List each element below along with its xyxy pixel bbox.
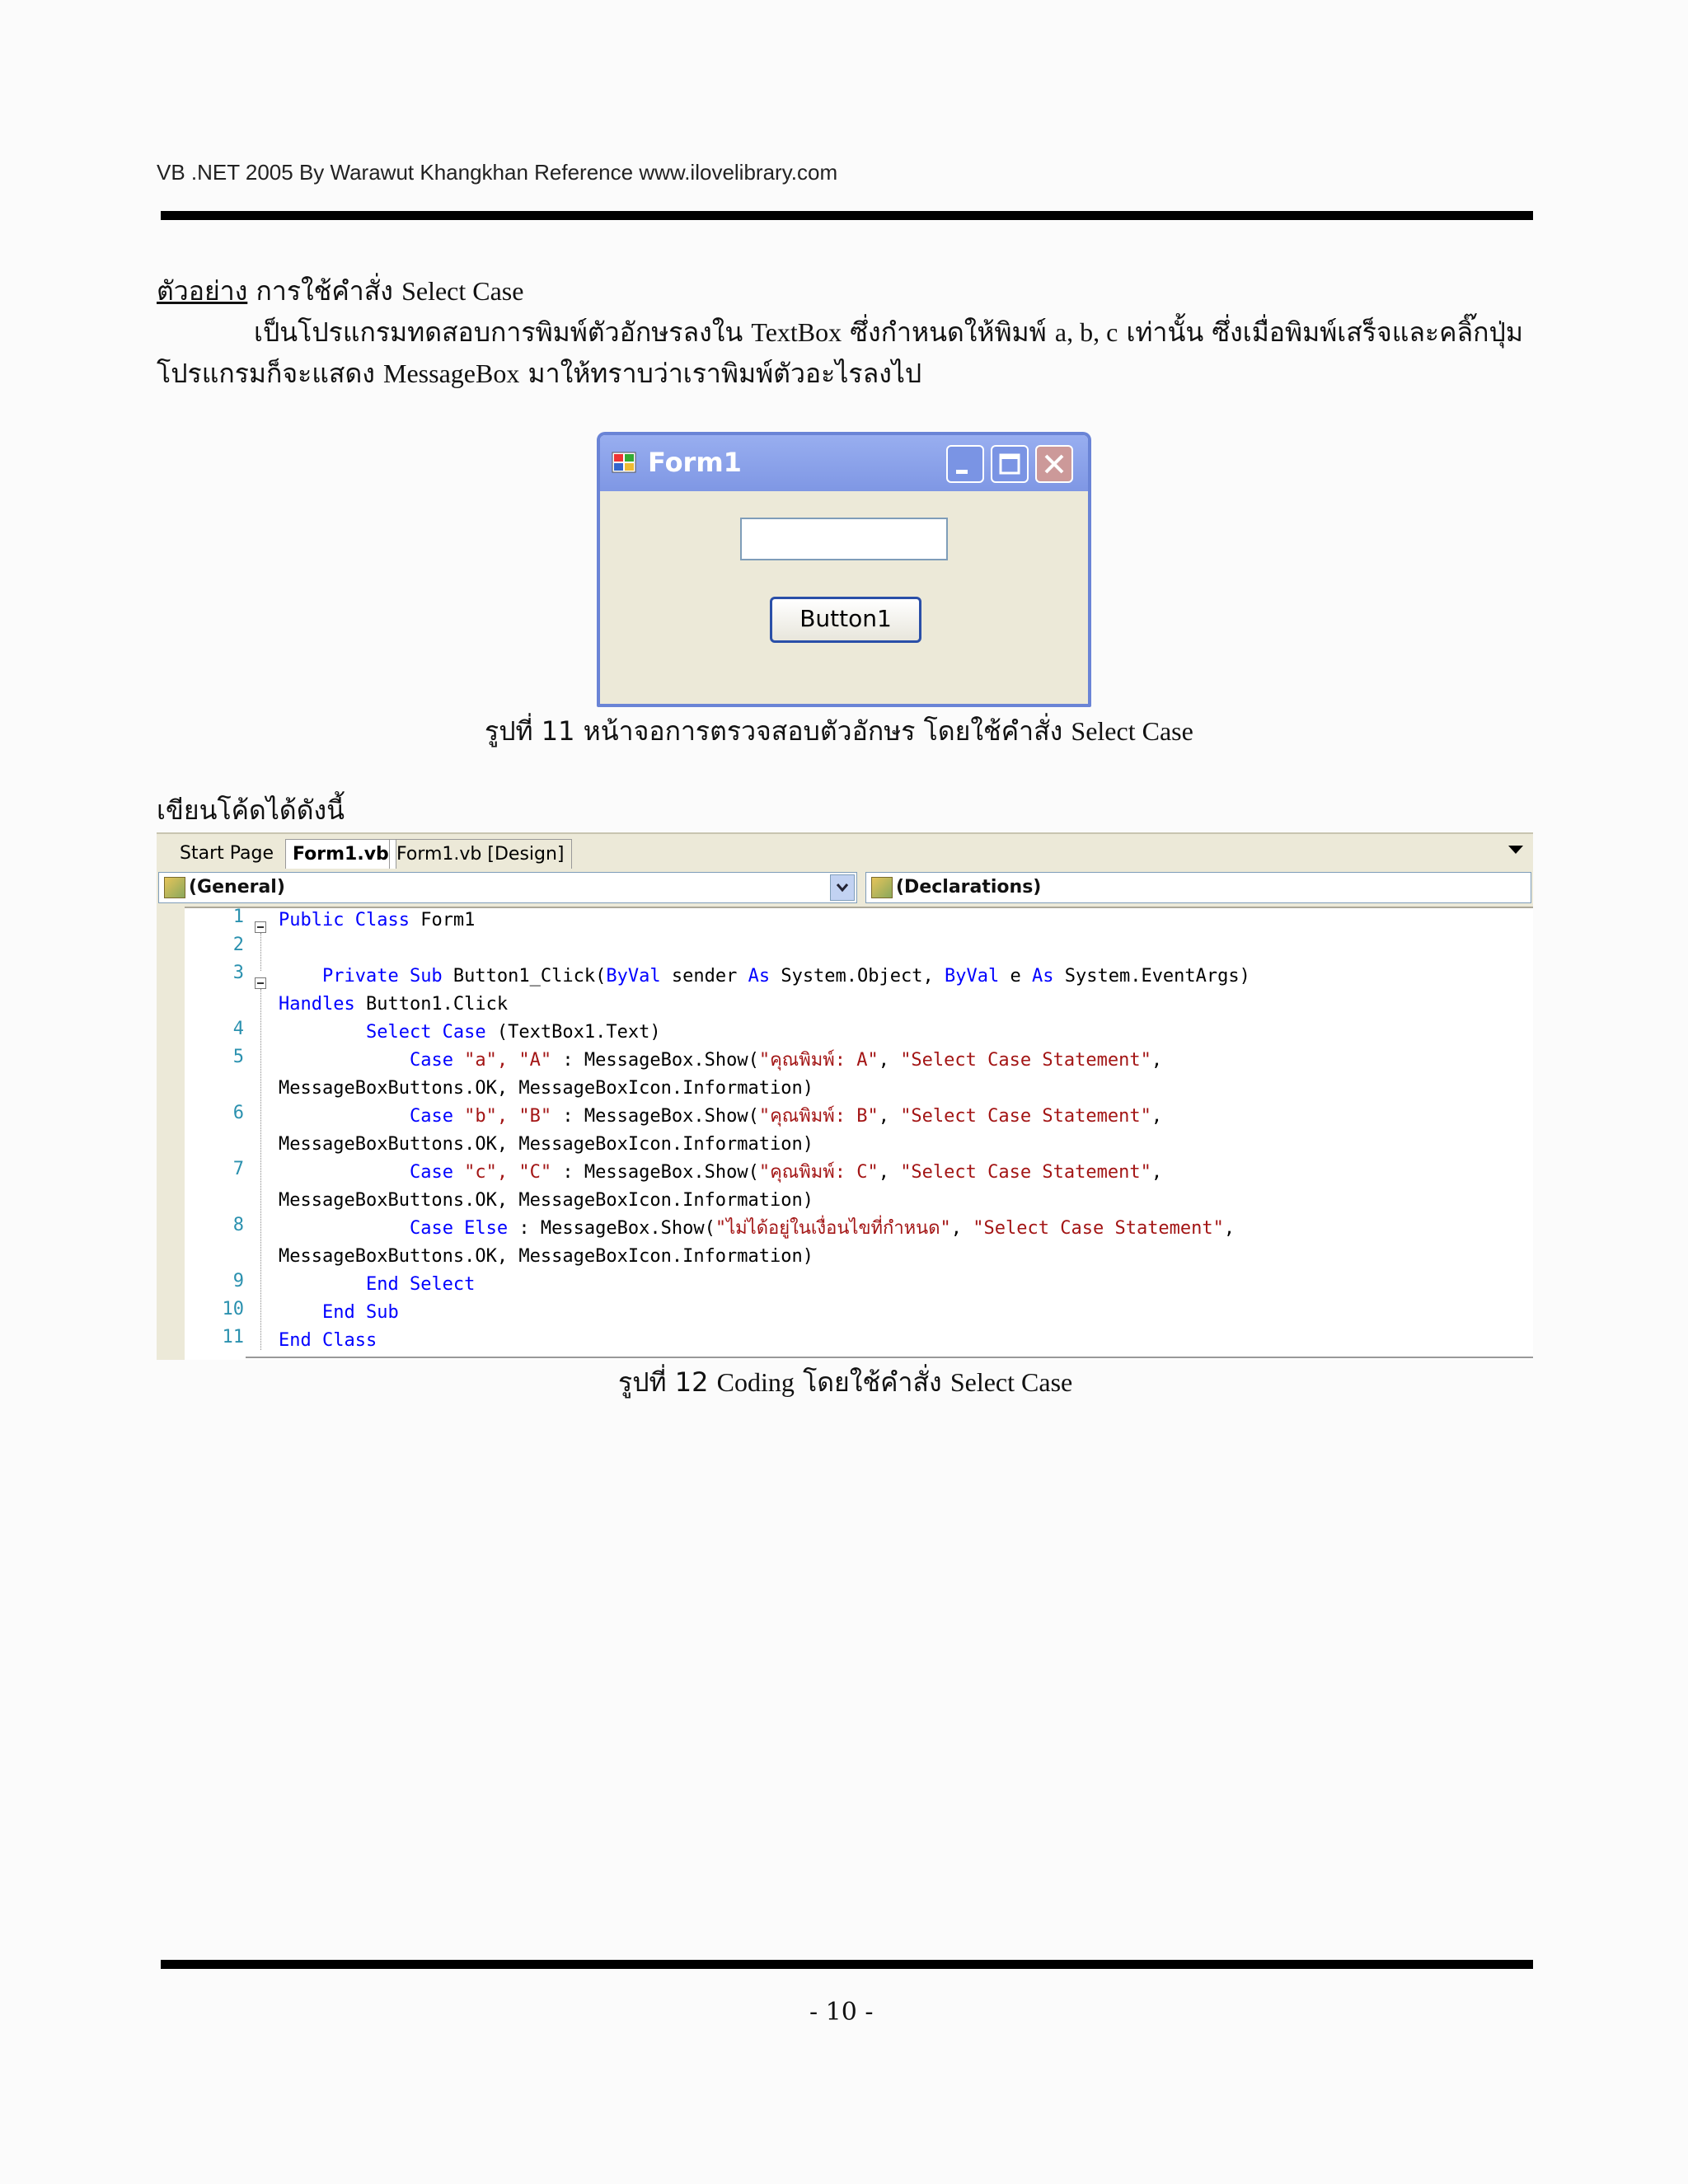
line-number: 2 <box>232 935 244 955</box>
close-button[interactable] <box>1035 445 1073 483</box>
collapse-icon[interactable] <box>255 977 266 989</box>
code-line: Case "a", "A" : MessageBox.Show("คุณพิมพ์: A", "Select Case Statement", <box>409 1050 1163 1071</box>
button1[interactable]: Button1 <box>770 597 921 643</box>
code-line: Case Else : MessageBox.Show("ไม่ได้อยู่ในเงื่อนไขที่กำหนด", "Select Case Statement", <box>409 1218 1236 1239</box>
line-number: 6 <box>232 1103 244 1123</box>
maximize-icon <box>992 447 1027 481</box>
example-title: การใช้คำสั่ง <box>247 275 402 307</box>
line-number: 4 <box>232 1019 244 1039</box>
line-number: 8 <box>232 1215 244 1235</box>
line-number: 10 <box>222 1299 244 1319</box>
collapse-icon[interactable] <box>255 921 266 933</box>
figure-11-caption <box>485 710 1193 752</box>
code-line: Select Case (TextBox1.Text) <box>365 1022 661 1043</box>
line-number: 1 <box>232 907 244 927</box>
fold-guide <box>260 933 262 971</box>
chevron-down-icon <box>831 875 854 900</box>
paragraph-line-1 <box>254 312 1523 354</box>
para-text: a, b, c <box>1054 317 1118 347</box>
fold-guide <box>260 989 262 1350</box>
tab-list-dropdown-icon[interactable] <box>1508 846 1523 854</box>
window-title: Form1 <box>648 447 742 478</box>
caption-text: รูปที่ 11 หน้าจอการตรวจสอบตัวอักษร โดยใช้คำสั่ง <box>485 715 1071 747</box>
example-label: ตัวอย่าง <box>157 275 248 307</box>
class-name-combo[interactable] <box>158 872 857 903</box>
caption-text: Select Case <box>1071 716 1193 746</box>
minimize-icon <box>948 447 982 481</box>
combo-dropdown-button[interactable] <box>830 874 855 901</box>
para-text: มาให้ทราบว่าเราพิมพ์ตัวอะไรลงไป <box>519 358 922 389</box>
para-text: MessageBox <box>383 359 520 388</box>
caption-text: รูปที่ 12 <box>618 1366 717 1398</box>
example-title-en: Select Case <box>401 276 524 306</box>
para-text: TextBox <box>751 317 842 347</box>
close-icon <box>1037 447 1071 481</box>
editor-bottom-border <box>246 1357 1533 1358</box>
para-text: เท่านั้น ซึ่งเมื่อพิมพ์เสร็จและคลิ๊กปุ่ม <box>1118 316 1523 348</box>
code-line: Public Class Form1 <box>279 910 476 930</box>
code-intro: เขียนโค้ดได้ดังนี้ <box>157 794 345 826</box>
page-header: VB .NET 2005 By Warawut Khangkhan Reference www.ilovelibrary.com <box>157 160 838 185</box>
code-line: MessageBoxButtons.OK, MessageBoxIcon.Information) <box>279 1078 814 1099</box>
example-heading <box>157 270 523 312</box>
page-number: - 10 - <box>809 1998 874 2027</box>
code-line: End Class <box>279 1330 377 1351</box>
code-line: Handles Button1.Click <box>279 994 509 1015</box>
code-line: Case "c", "C" : MessageBox.Show("คุณพิมพ์: C", "Select Case Statement", <box>409 1162 1163 1183</box>
code-line: Private Sub Button1_Click(ByVal sender As System.Object, ByVal e As System.EventArgs) <box>321 966 1250 987</box>
window-titlebar[interactable] <box>600 435 1088 491</box>
line-number: 3 <box>232 963 244 983</box>
method-name-combo[interactable] <box>865 872 1531 903</box>
line-number: 9 <box>232 1271 244 1291</box>
line-numbers <box>185 907 251 1360</box>
tab-start-page[interactable]: Start Page <box>180 843 274 864</box>
form-icon <box>612 452 636 473</box>
editor-combobar <box>157 869 1533 908</box>
code-editor <box>157 832 1533 1360</box>
editor-tabbar <box>157 832 1533 871</box>
figure-12-caption <box>618 1361 1072 1404</box>
class-combo-value: (General) <box>189 877 285 898</box>
footer-rule <box>161 1960 1533 1969</box>
maximize-button[interactable] <box>991 445 1029 483</box>
paragraph-line-2 <box>157 353 921 395</box>
para-text: ซึ่งกำหนดให้พิมพ์ <box>842 316 1055 348</box>
caption-text: โดยใช้คำสั่ง <box>794 1366 950 1398</box>
line-number: 7 <box>232 1159 244 1179</box>
line-number: 5 <box>232 1047 244 1067</box>
class-icon <box>164 877 185 898</box>
tab-form1-design[interactable]: Form1.vb [Design] <box>389 839 572 869</box>
code-line: End Sub <box>321 1302 399 1323</box>
minimize-button[interactable] <box>946 445 984 483</box>
code-line: End Select <box>365 1274 476 1295</box>
caption-text: Coding <box>716 1367 795 1397</box>
para-text: โปรแกรมก็จะแสดง <box>157 358 384 389</box>
caption-text: Select Case <box>950 1367 1073 1397</box>
header-rule <box>161 211 1533 220</box>
code-line: MessageBoxButtons.OK, MessageBoxIcon.Information) <box>279 1134 814 1155</box>
textbox1[interactable] <box>740 518 948 560</box>
form1-window <box>597 432 1091 707</box>
code-line: MessageBoxButtons.OK, MessageBoxIcon.Information) <box>279 1190 814 1211</box>
code-line: MessageBoxButtons.OK, MessageBoxIcon.Information) <box>279 1246 814 1267</box>
editor-gutter <box>157 907 185 1360</box>
para-text: เป็นโปรแกรมทดสอบการพิมพ์ตัวอักษรลงใน <box>254 316 752 348</box>
line-number: 11 <box>222 1327 244 1347</box>
tab-form1-vb[interactable]: Form1.vb <box>285 839 396 869</box>
method-icon <box>871 877 893 898</box>
code-line: Case "b", "B" : MessageBox.Show("คุณพิมพ์: B", "Select Case Statement", <box>409 1106 1163 1127</box>
method-combo-value: (Declarations) <box>896 877 1042 898</box>
